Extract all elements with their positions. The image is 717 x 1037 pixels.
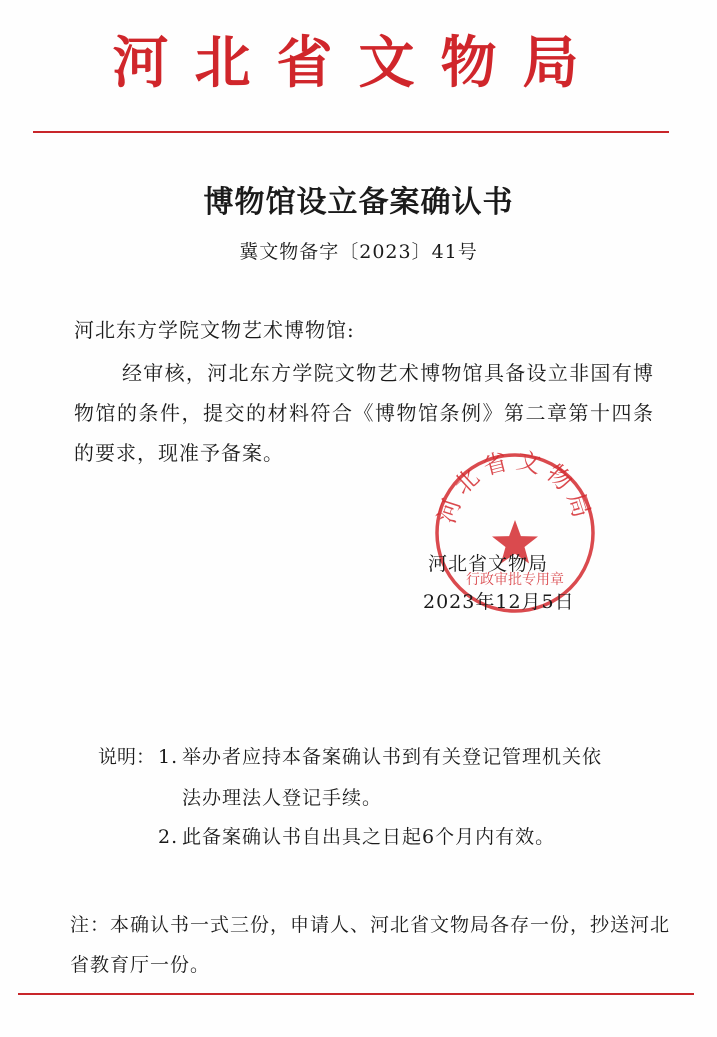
letterhead-divider [33,131,669,133]
note-1-number: 1. [158,746,179,768]
letterhead-title: 河北省文物局 [112,30,605,96]
salutation: 河北东方学院文物艺术博物馆: [74,318,355,342]
issue-date: 2023年12月5日 [423,591,575,613]
issuer-name: 河北省文物局 [428,553,549,575]
footnote: 注：本确认书一式三份，申请人、河北省文物局各存一份，抄送河北省教育厅一份。 [70,914,671,976]
footer-divider [18,993,694,995]
note-2-text: 此备案确认书自出具之日起6个月内有效。 [182,826,556,848]
notes-label: 说明： [98,746,156,768]
note-1-text-line2: 法办理法人登记手续。 [182,787,383,809]
document-title: 博物馆设立备案确认书 [203,185,514,220]
note-2-number: 2. [158,826,179,848]
document-number: 冀文物备字〔2023〕41号 [239,241,478,263]
note-1-text-line1: 举办者应持本备案确认书到有关登记管理机关依 [182,746,603,768]
body-paragraph: 经审核，河北东方学院文物艺术博物馆具备设立非国有博物馆的条件，提交的材料符合《博物馆条例》第二章第十四条的要求，现准予备案。 [74,361,654,465]
seal-ring-text: 河北省文物局 [432,448,598,527]
svg-text:河北省文物局 [432,448,597,527]
seal-bottom-text: 行政审批专用章 [466,572,564,588]
